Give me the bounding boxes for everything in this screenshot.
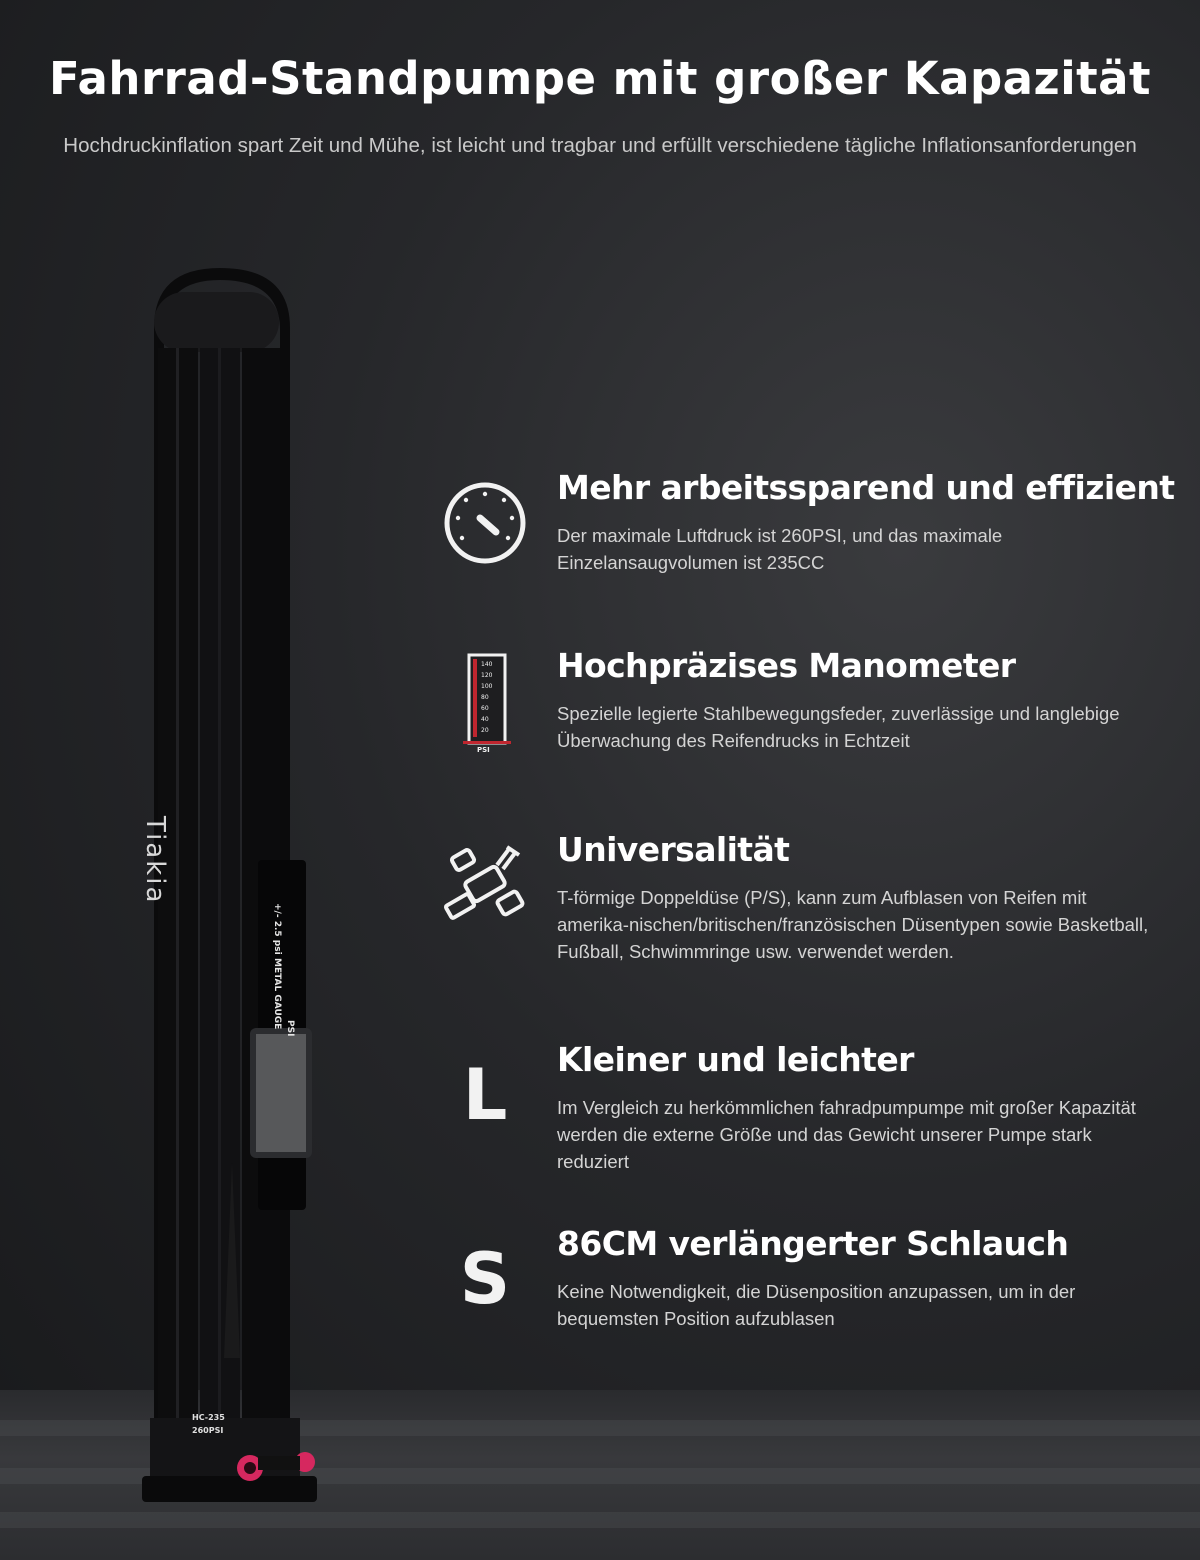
feature-heading: Universalität <box>557 830 790 869</box>
page-title: Fahrrad-Standpumpe mit großer Kapazität <box>48 52 1152 105</box>
pump-brand-label: Tiakia <box>140 816 170 905</box>
feature-description: Im Vergleich zu herkömmlichen fahradpumpumpe mit großer Kapazität werden die externe Größe und das Gewicht unserer Pumpe stark reduziert <box>557 1097 1136 1172</box>
pressure-rating-label: 260PSI <box>192 1426 224 1435</box>
manometer-tick-120: 120 <box>481 672 493 679</box>
gauge-accuracy-label: +/- 2.5 psi <box>272 903 282 955</box>
pressure-gauge-icon <box>430 468 540 578</box>
manometer-tick-60: 60 <box>481 705 489 712</box>
feature-heading: Mehr arbeitssparend und effizient <box>557 468 1175 507</box>
feature-description: T-förmige Doppeldüse (P/S), kann zum Aufblasen von Reifen mit amerika-nischen/britischen/französischen Düsentypen sowie Basketball, Fußball, Schwimmringe usw. verwendet werden. <box>557 887 1149 962</box>
t-valve-nozzle-icon <box>430 830 540 940</box>
gauge-label: METAL GAUGE <box>272 958 282 1030</box>
feature-heading: 86CM verlängerter Schlauch <box>557 1224 1069 1263</box>
gauge-unit-label: PSI <box>285 1020 295 1037</box>
model-label: HC-235 <box>192 1413 225 1422</box>
letter-s-icon: S <box>459 1238 511 1320</box>
page-subtitle: Hochdruckinflation spart Zeit und Mühe, ist leicht und tragbar und erfüllt verschiedene tägliche Inflationsanforderungen <box>63 134 1137 157</box>
feature-description: Spezielle legierte Stahlbewegungsfeder, zuverlässige und langlebige Überwachung des Reifendrucks in Echtzeit <box>557 703 1120 751</box>
feature-description: Keine Notwendigkeit, die Düsenposition anzupassen, um in der bequemsten Position aufzublasen <box>557 1281 1076 1329</box>
manometer-tick-80: 80 <box>481 694 489 701</box>
manometer-unit: PSI <box>477 746 490 753</box>
manometer-tick-20: 20 <box>481 727 489 734</box>
feature-heading: Kleiner und leichter <box>557 1040 914 1079</box>
feature-description: Der maximale Luftdruck ist 260PSI, und das maximale Einzelansaugvolumen ist 235CC <box>557 525 1003 573</box>
manometer-tick-140: 140 <box>481 661 493 668</box>
manometer-scale-icon <box>430 646 540 756</box>
manometer-tick-100: 100 <box>481 683 493 690</box>
manometer-tick-40: 40 <box>481 716 489 723</box>
letter-l-icon: L <box>462 1054 508 1136</box>
pump-product-image <box>140 268 340 1518</box>
feature-heading: Hochpräzises Manometer <box>557 646 1016 685</box>
